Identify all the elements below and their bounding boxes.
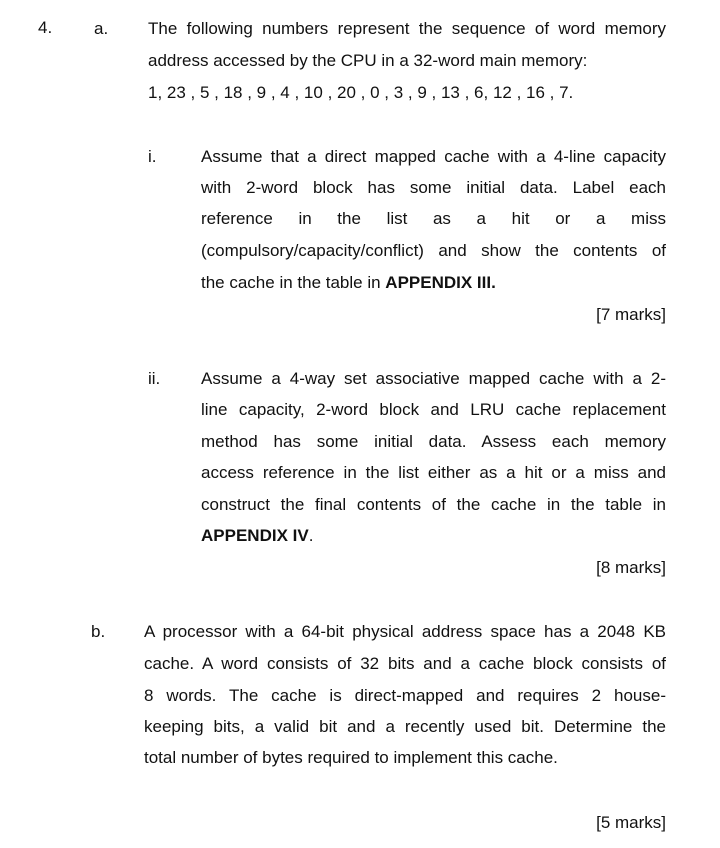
sub-question-ii-line-6-suffix: . (308, 526, 314, 545)
sub-question-i-line-4: (compulsory/capacity/conflict) and show the contents of (201, 241, 666, 260)
part-b-line-4: keeping bits, a valid bit and a recently used bit. Determine the (144, 717, 666, 736)
sub-question-i-marks: [7 marks] (596, 305, 666, 324)
part-b-marks: [5 marks] (596, 813, 666, 832)
part-b-line-3: 8 words. The cache is direct-mapped and requires 2 house- (144, 686, 666, 705)
sub-question-i-line-3: reference in the list as a hit or a miss (201, 209, 666, 228)
question-number: 4. (38, 18, 53, 37)
appendix-iii-reference: APPENDIX III. (385, 273, 496, 292)
sub-question-ii-line-4: access reference in the list either as a hit or a miss and (201, 463, 666, 482)
part-a-intro-line-2: address accessed by the CPU in a 32-word main memory: (148, 51, 588, 70)
sub-question-ii-label: ii. (148, 369, 161, 388)
part-b-line-5: total number of bytes required to implement this cache. (144, 748, 558, 767)
sub-question-ii-line-5: construct the final contents of the cache in the table in (201, 495, 666, 514)
sub-question-i-line-5-text: the cache in the table in (201, 273, 386, 292)
sub-question-i-line-1: Assume that a direct mapped cache with a 4-line capacity (201, 147, 666, 166)
sub-question-ii-line-6 (201, 526, 313, 546)
sub-question-ii-line-2: line capacity, 2-word block and LRU cache replacement (201, 400, 666, 419)
part-a-label: a. (94, 19, 109, 38)
sub-question-i-label: i. (148, 147, 157, 166)
appendix-iv-reference: APPENDIX IV (201, 526, 309, 545)
sub-question-i-line-5 (201, 273, 496, 293)
sub-question-ii-line-1: Assume a 4-way set associative mapped cache with a 2- (201, 369, 666, 388)
part-b-line-2: cache. A word consists of 32 bits and a cache block consists of (144, 654, 666, 673)
part-b-label: b. (91, 622, 106, 641)
part-a-intro-line-1: The following numbers represent the sequence of word memory (148, 19, 666, 38)
part-a-address-sequence: 1, 23 , 5 , 18 , 9 , 4 , 10 , 20 , 0 , 3 , 9 , 13 , 6, 12 , 16 , 7. (148, 83, 574, 102)
sub-question-ii-line-3: method has some initial data. Assess each memory (201, 432, 666, 451)
sub-question-i-line-2: with 2-word block has some initial data. Label each (201, 178, 666, 197)
sub-question-ii-marks: [8 marks] (596, 558, 666, 577)
part-b-line-1: A processor with a 64-bit physical address space has a 2048 KB (144, 622, 666, 641)
